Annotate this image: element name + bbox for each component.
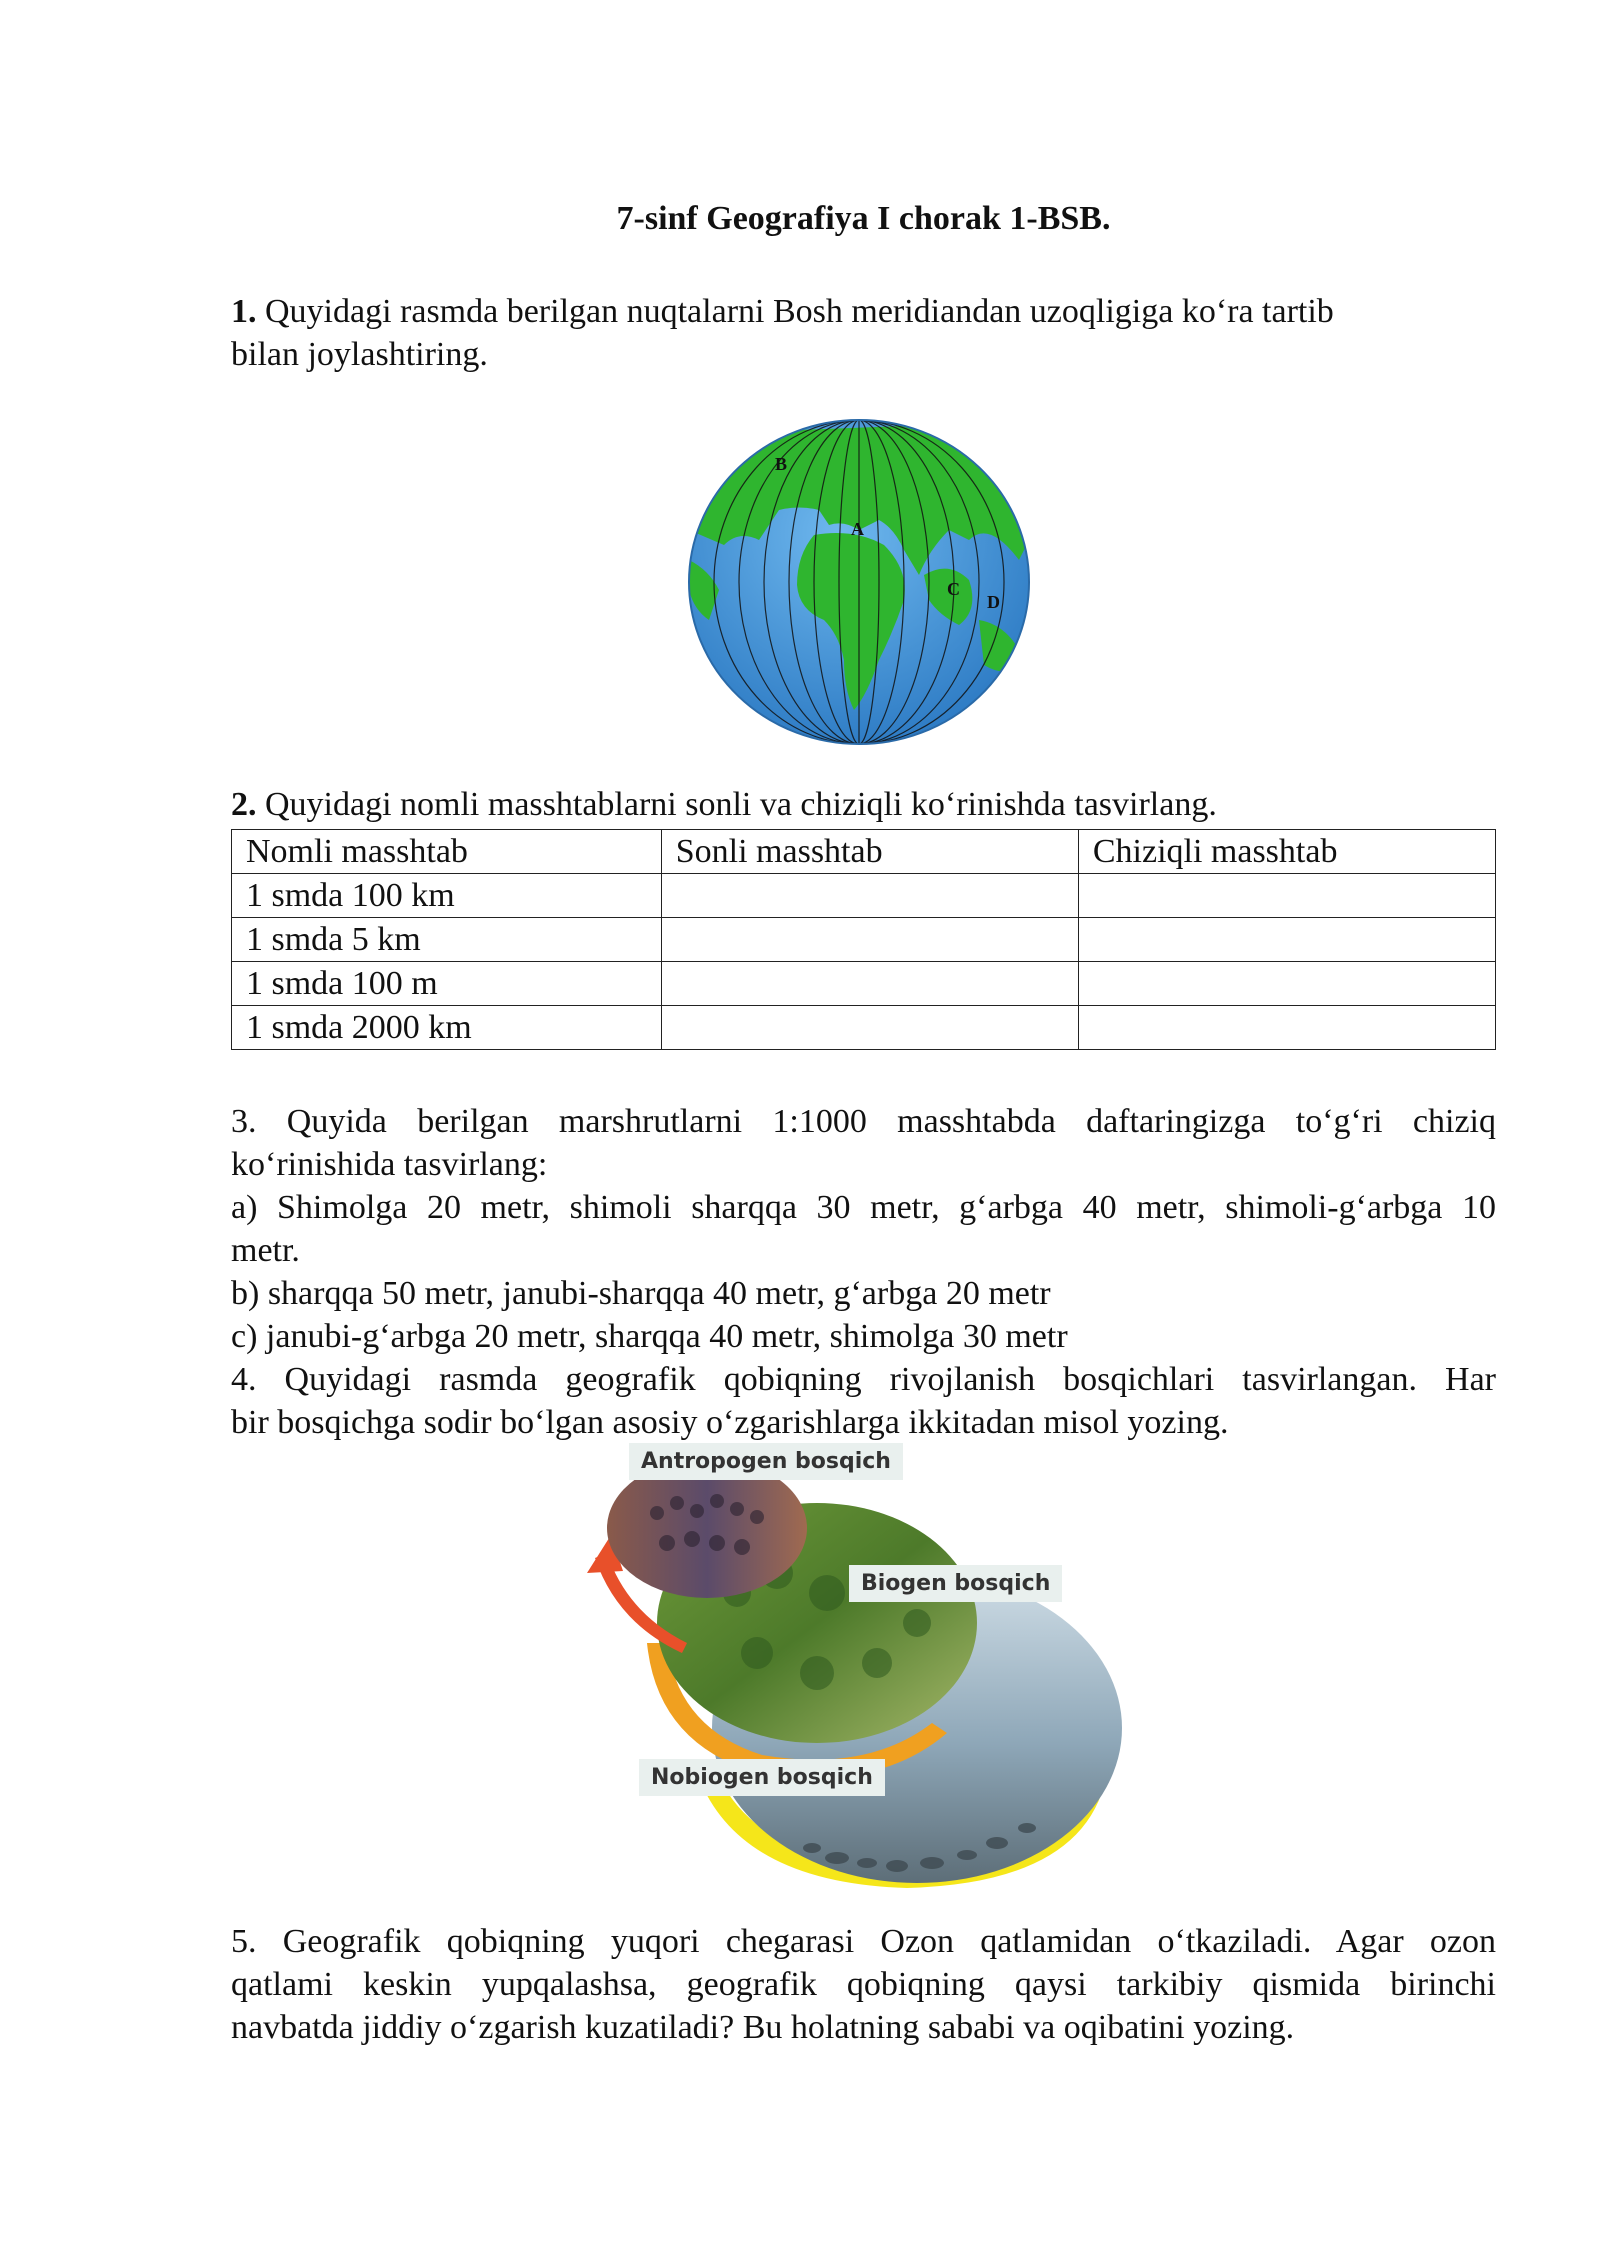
table-cell-empty[interactable] xyxy=(1078,874,1495,918)
question-5-line-3: navbatda jiddiy o‘zgarish kuzatiladi? Bu holatning sababi va oqibatini yozing. xyxy=(231,2009,1295,2046)
globe-point-b-label: B xyxy=(775,454,788,474)
globe-point-c-label: C xyxy=(947,579,960,599)
table-cell-empty[interactable] xyxy=(1078,962,1495,1006)
table-row xyxy=(232,962,1496,1006)
nobiogen-stage-label: Nobiogen bosqich xyxy=(639,1759,885,1796)
globe-point-a-label: A xyxy=(851,519,864,539)
table-cell-empty[interactable] xyxy=(661,874,1078,918)
geographic-envelope-stages-image xyxy=(587,1443,1127,1891)
route-a-line-2: metr. xyxy=(231,1232,300,1269)
route-a-line-1: a) Shimolga 20 metr, shimoli sharqqa 30 metr, g‘arbga 40 metr, shimoli-g‘arbga 10 xyxy=(231,1189,1496,1226)
table-header-row xyxy=(232,830,1496,874)
question-4-line-1: 4. Quyidagi rasmda geografik qobiqning rivojlanish bosqichlari tasvirlangan. Har xyxy=(231,1361,1496,1398)
question-2-text: Quyidagi nomli masshtablarni sonli va chiziqli ko‘rinishda tasvirlang. xyxy=(265,786,1217,823)
question-5-line-2: qatlami keskin yupqalashsa, geografik qobiqning qaysi tarkibiy qismida birinchi xyxy=(231,1966,1496,2003)
question-4-line-2: bir bosqichga sodir bo‘lgan asosiy o‘zgarishlarga ikkitadan misol yozing. xyxy=(231,1404,1229,1441)
table-cell-empty[interactable] xyxy=(661,1006,1078,1050)
table-cell: 1 smda 2000 km xyxy=(232,1006,662,1050)
table-row xyxy=(232,918,1496,962)
table-row xyxy=(232,1006,1496,1050)
question-1-line-1: Quyidagi rasmda berilgan nuqtalarni Bosh meridiandan uzoqligiga ko‘ra tartib xyxy=(265,293,1334,330)
globe-image xyxy=(679,410,1039,748)
table-header-cell: Nomli masshtab xyxy=(232,830,662,874)
table-cell: 1 smda 100 km xyxy=(232,874,662,918)
question-5-line-1: 5. Geografik qobiqning yuqori chegarasi Ozon qatlamidan o‘tkaziladi. Agar ozon xyxy=(231,1923,1496,1960)
table-cell-empty[interactable] xyxy=(661,962,1078,1006)
question-1-line-2: bilan joylashtiring. xyxy=(231,336,488,373)
page-title: 7-sinf Geografiya I chorak 1-BSB. xyxy=(616,200,1111,237)
question-3-line-2: ko‘rinishida tasvirlang: xyxy=(231,1146,548,1183)
table-row xyxy=(232,874,1496,918)
table-cell-empty[interactable] xyxy=(1078,918,1495,962)
route-c: c) janubi-g‘arbga 20 metr, sharqqa 40 metr, shimolga 30 metr xyxy=(231,1318,1068,1355)
biogen-stage-label: Biogen bosqich xyxy=(849,1565,1062,1602)
table-cell-empty[interactable] xyxy=(661,918,1078,962)
antropogen-stage-label: Antropogen bosqich xyxy=(629,1443,903,1480)
question-1 xyxy=(231,290,1496,376)
question-3 xyxy=(231,1100,1496,1358)
globe-point-d-label: D xyxy=(987,592,1000,612)
question-2-number: 2. xyxy=(231,786,257,823)
question-2 xyxy=(231,783,1496,826)
route-b: b) sharqqa 50 metr, janubi-sharqqa 40 metr, g‘arbga 20 metr xyxy=(231,1275,1051,1312)
table-header-cell: Chiziqli masshtab xyxy=(1078,830,1495,874)
table-cell: 1 smda 5 km xyxy=(232,918,662,962)
question-3-line-1: 3. Quyida berilgan marshrutlarni 1:1000 masshtabda daftaringizga to‘g‘ri chiziq xyxy=(231,1103,1496,1140)
question-5 xyxy=(231,1920,1496,2049)
table-cell-empty[interactable] xyxy=(1078,1006,1495,1050)
question-1-number: 1. xyxy=(231,293,257,330)
table-cell: 1 smda 100 m xyxy=(232,962,662,1006)
table-header-cell: Sonli masshtab xyxy=(661,830,1078,874)
question-4 xyxy=(231,1358,1496,1444)
scale-table xyxy=(231,829,1496,1050)
